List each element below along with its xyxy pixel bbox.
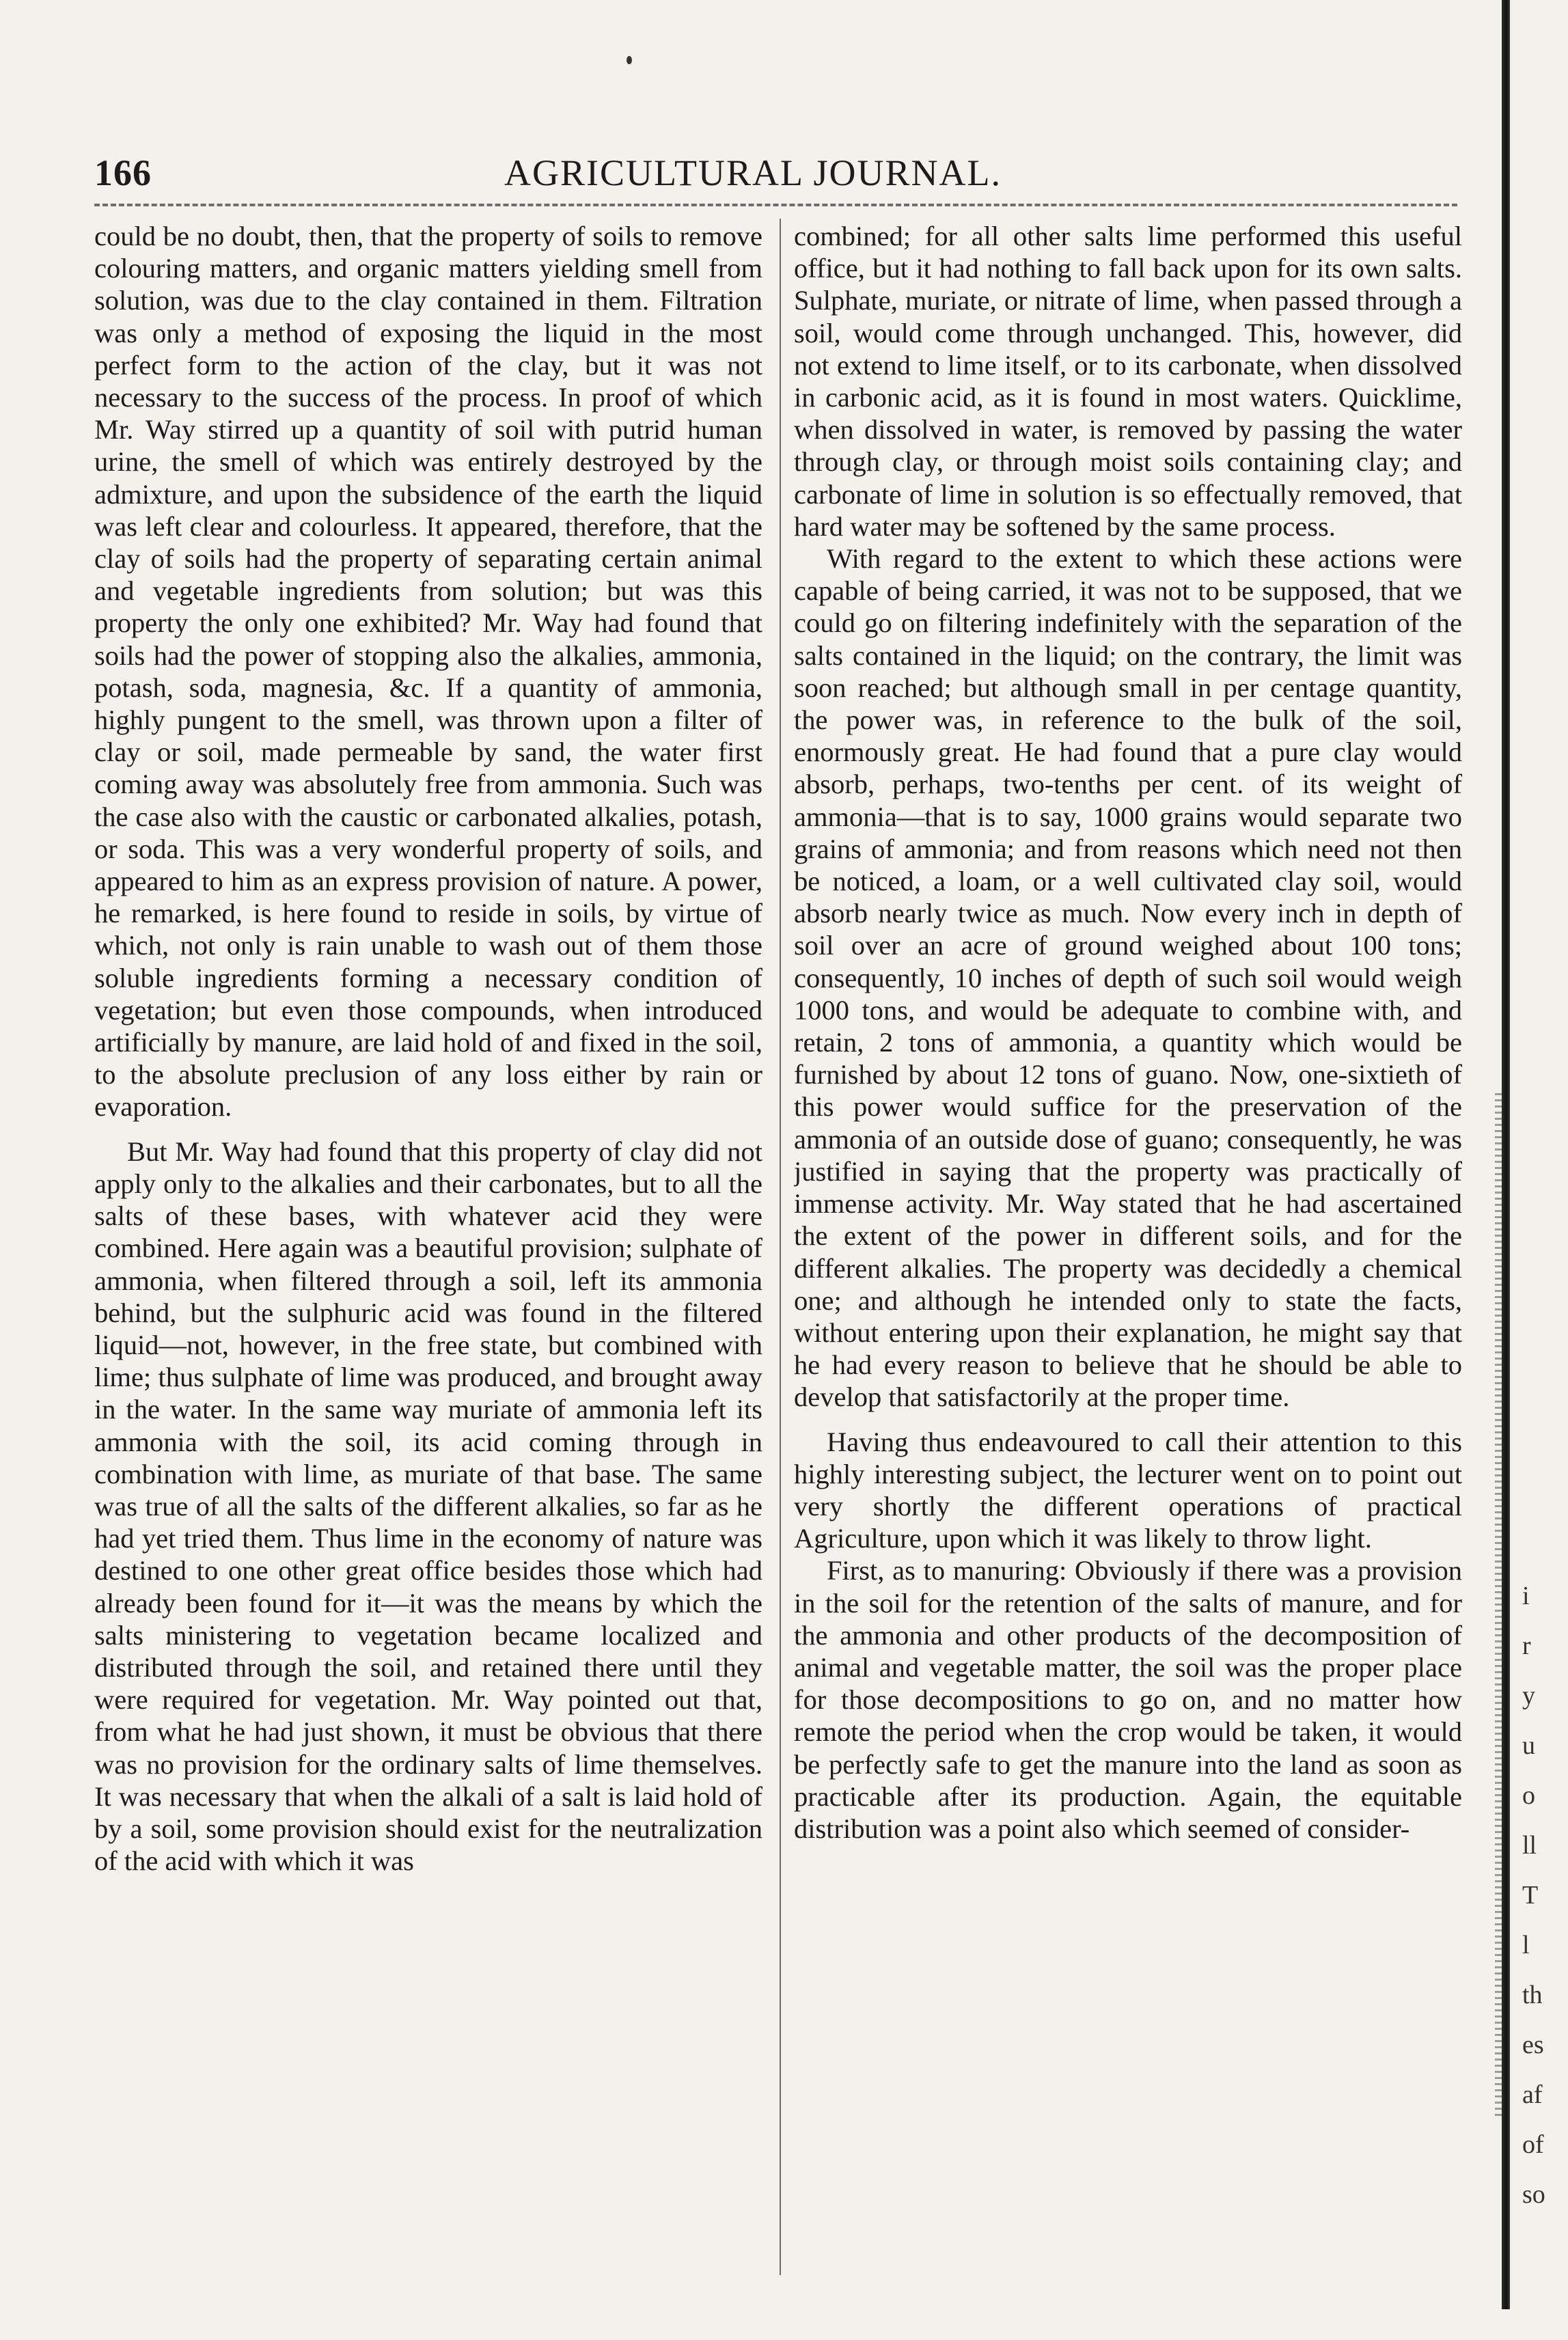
page-gutter-shadow xyxy=(1495,1093,1502,2118)
fragment: u xyxy=(1522,1731,1535,1760)
paragraph: First, as to manuring: Obviously if there was a provision in the soil for the retention of the salts of manure, and for the ammonia and other products of the decomposition of animal and vegetable matter, the soil was the proper place for those decompositions to go on, and no matter how remote the period when the crop would be taken, it would be perfectly safe to get the manure into the land as soon as practicable after its production. Again, the equitable distribution was a point also which seemed of consider- xyxy=(794,1555,1462,1844)
fragment: so xyxy=(1522,2180,1545,2209)
fragment: es xyxy=(1522,2031,1544,2059)
right-column xyxy=(794,220,1462,2273)
fragment: T xyxy=(1522,1881,1539,1910)
paragraph: could be no doubt, then, that the property of soils to remove colouring matters, and organic matters yielding smell from solution, was due to the clay contained in them. Filtration was only a method of exposing the liquid in the most perfect form to the action of the clay, but it was not necessary to the success of the process. In proof of which Mr. Way stirred up a quantity of soil with putrid human urine, the smell of which was entirely destroyed by the admixture, and upon the subsidence of the earth the liquid was left clear and colourless. It appeared, therefore, that the clay of soils had the property of separating certain animal and vegetable ingredients from solution; but was this property the only one exhibited? Mr. Way had found that soils had the power of stopping also the alkalies, ammonia, potash, soda, magnesia, &c. If a quantity of ammonia, highly pungent to the smell, was thrown upon a filter of clay or soil, made permeable by sand, the water first coming away was absolutely free from ammonia. Such was the case also with the caustic or carbonated alkalies, potash, or soda. This was a very wonderful property of soils, and appeared to him as an express provision of nature. A power, he remarked, is here found to reside in soils, by virtue of which, not only is rain unable to wash out of them those soluble ingredients forming a necessary condition of vegetation; but even those compounds, when introduced artificially by manure, are laid hold of and fixed in the soil, to the absolute preclusion of any loss either by rain or evaporation. xyxy=(94,221,762,1123)
adjacent-page-fragments xyxy=(1522,1571,1563,2220)
page-number: 166 xyxy=(94,152,152,193)
fragment: y xyxy=(1522,1681,1535,1710)
fragment: i xyxy=(1522,1582,1530,1610)
fragment: th xyxy=(1522,1981,1543,2009)
fragment: r xyxy=(1522,1632,1531,1660)
paragraph: combined; for all other salts lime performed this useful office, but it had nothing to fall back upon for its own salts. Sulphate, muriate, or nitrate of lime, when passed through a soil, would come through unchanged. This, however, did not extend to lime itself, or to its carbonate, when dissolved in carbonic acid, as it is found in most waters. Quicklime, when dissolved in water, is removed by passing the water through clay, or through moist soils containing clay; and carbonate of lime in solution is so effectually removed, that hard water may be softened by the same process. xyxy=(794,221,1462,542)
ink-speck xyxy=(627,56,632,64)
left-column xyxy=(94,220,762,2273)
fragment: o xyxy=(1522,1781,1535,1810)
paragraph: But Mr. Way had found that this property of clay did not apply only to the alkalies and their carbonates, but to all the salts of these bases, with whatever acid they were combined. Here again was a beautiful provision; sulphate of ammonia, when filtered through a soil, left its ammonia behind, but the sulphuric acid was found in the filtered liquid—not, however, in the free state, but combined with lime; thus sulphate of lime was produced, and brought away in the water. In the same way muriate of ammonia left its ammonia with the soil, its acid coming through in combination with lime, as muriate of that base. The same was true of all the salts of the different alkalies, so far as he had yet tried them. Thus lime in the economy of nature was destined to one other great office besides those which had already been found for it—it was the means by which the salts ministering to vegetation became localized and distributed through the soil, and retained there until they were required for vegetation. Mr. Way pointed out that, from what he had just shown, it must be obvious that there was no provision for the ordinary salts of lime themselves. It was necessary that when the alkali of a salt is laid hold of by a soil, some provision should exist for the neutralization of the acid with which it was xyxy=(94,1135,762,1877)
running-head xyxy=(94,152,1457,201)
header-rule xyxy=(94,204,1457,206)
page-edge xyxy=(1502,0,1510,2309)
fragment: l xyxy=(1522,1931,1530,1959)
fragment: af xyxy=(1522,2080,1543,2109)
column-divider xyxy=(780,219,781,2275)
paragraph: With regard to the extent to which these actions were capable of being carried, it was not to be supposed, that we could go on filtering indefinitely with the separation of the salts contained in the liquid; on the contrary, the limit was soon reached; but although small in per centage quantity, the power was, in reference to the bulk of the soil, enormously great. He had found that a pure clay would absorb, perhaps, two-tenths per cent. of its weight of ammonia—that is to say, 1000 grains would separate two grains of ammonia; and from reasons which need not then be noticed, a loam, or a well cultivated clay soil, would absorb nearly twice as much. Now every inch in depth of soil over an acre of ground weighed about 100 tons; consequently, 10 inches of depth of such soil would weigh 1000 tons, and would be adequate to combine with, and retain, 2 tons of ammonia, a quantity which would be furnished by about 12 tons of guano. Now, one-sixtieth of this power would suffice for the preservation of the ammonia of an outside dose of guano; consequently, he was justified in saying that the property was practically of immense activity. Mr. Way stated that he had ascertained the extent of the power in different soils, and for the different alkalies. The property was decidedly a chemical one; and although he intended only to state the facts, without entering upon their explanation, he might say that he had every reason to believe that he should be able to develop that satisfactorily at the proper time. xyxy=(794,543,1462,1413)
fragment: of xyxy=(1522,2130,1544,2159)
paragraph: Having thus endeavoured to call their attention to this highly interesting subject, the lecturer went on to point out very shortly the different operations of practical Agriculture, upon which it was likely to throw light. xyxy=(794,1426,1462,1554)
journal-title: AGRICULTURAL JOURNAL. xyxy=(504,152,1002,193)
fragment: ll xyxy=(1522,1831,1537,1860)
